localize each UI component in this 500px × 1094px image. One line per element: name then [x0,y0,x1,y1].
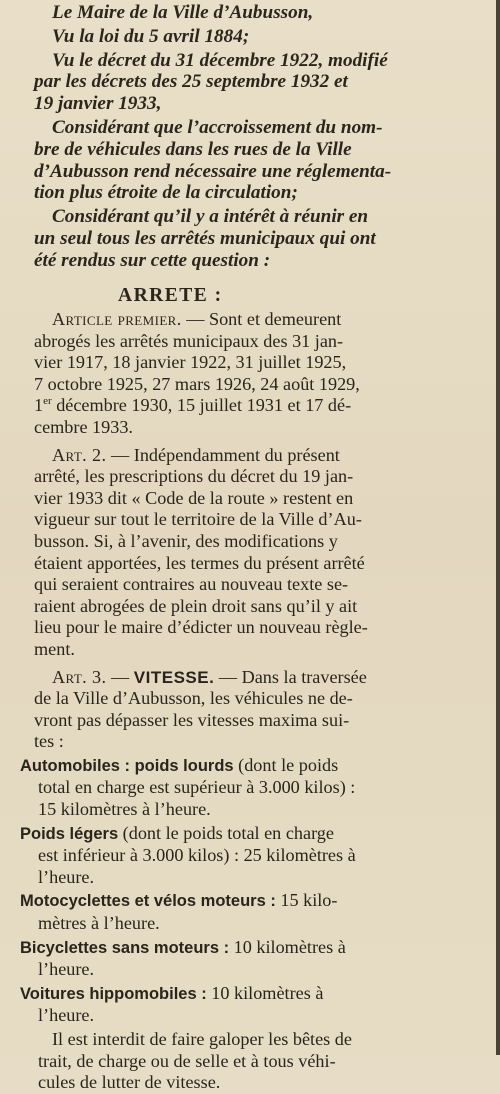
poids-legers-text-3: l’heure. [38,866,95,887]
bicyclettes-text-2: l’heure. [38,959,95,980]
article-2-line-9 [0,617,484,639]
article-2-line-4 [0,509,484,531]
hippomobiles-text-1: 10 kilomètres à [206,982,324,1003]
galop-line-1 [0,1029,484,1051]
article-2-line-1 [0,445,484,467]
article-3-text-3: vront pas dépasser les vitesses maxima sui- [34,709,350,730]
article-1-text-5b: décembre 1930, 15 juillet 1931 et 17 dé- [51,395,352,416]
preamble [0,2,496,272]
article-1-label: Article premier. [52,309,182,329]
preamble-loi-text: Vu la loi du 5 avril 1884; [52,25,250,47]
arrete-heading: ARRETE : [118,285,223,306]
galop-text-3: cules de lutter de vitesse. [38,1072,221,1093]
article-2-line-5 [0,531,484,553]
bicyclettes-line-1 [0,937,484,960]
article-2-text-5: busson. Si, à l’avenir, des modifications y [34,530,338,551]
motocyclettes-category: Motocyclettes et vélos moteurs : [20,892,276,911]
article-1-text-3: vier 1917, 18 janvier 1922, 31 juillet 1925, [34,352,347,373]
preamble-decret-line-2 [0,71,496,93]
automobiles-text-1: (dont le poids [233,754,339,775]
article-1-line-2 [0,331,484,353]
automobiles-category: Automobiles : poids lourds [20,756,234,775]
article-1-text-5a: 1 [34,395,44,416]
bicyclettes-text-1: 10 kilomètres à [229,936,346,957]
article-1-text-6: cembre 1933. [34,416,133,437]
preamble-decret-text-1: Vu le décret du 31 décembre 1922, modifié [52,49,388,71]
motocyclettes-line-1 [0,890,484,913]
preamble-considerant-2-text-1: Considérant qu’il y a intérêt à réunir en [52,206,369,228]
preamble-considerant-1-line-4 [0,182,496,204]
galop-text-1: Il est interdit de faire galoper les bêtes de [52,1029,352,1049]
preamble-considerant-1-line-1 [0,117,496,139]
preamble-considerant-2-text-2: un seul tous les arrêtés municipaux qui ont [34,227,376,249]
article-2-line-6 [0,553,484,575]
article-2-text-3: vier 1933 dit « Code de la route » restent en [34,487,354,508]
automobiles-line-1 [0,755,484,778]
article-2-text-7: qui seraient contraires au nouveau texte se- [34,574,349,595]
preamble-considerant-1-text-2: bre de véhicules dans les rues de la Ville [34,138,352,160]
poids-legers-line-1 [0,823,484,846]
article-3-text-1: — Dans la traversée [214,666,367,687]
article-1-line-6 [0,417,484,439]
automobiles-line-2 [0,777,484,799]
preamble-considerant-2-text-3: été rendus sur cette question : [34,249,271,271]
article-2-text-9: lieu pour le maire d’édicter un nouveau règle- [34,617,368,638]
galop-line-2 [0,1051,484,1073]
preamble-considerant-1-text-4: tion plus étroite de la circulation; [34,182,298,204]
article-2-line-10 [0,639,484,661]
hippomobiles-line-1 [0,983,484,1006]
preamble-considerant-1-line-3 [0,161,496,183]
motocyclettes-text-1: 15 kilo- [275,890,338,911]
preamble-decret-line-3 [0,93,496,115]
article-2-line-7 [0,574,484,596]
article-3-line-3 [0,710,484,732]
article-1-superscript: er [43,395,52,408]
bicyclettes-category: Bicyclettes sans moteurs : [20,938,230,957]
article-1-line-5 [0,395,484,417]
preamble-maire [0,2,496,24]
article-1-line-4 [0,374,484,396]
page-edge-divider [496,0,500,1055]
motocyclettes-text-2: mètres à l’heure. [38,913,160,934]
preamble-considerant-2-line-2 [0,228,496,250]
preamble-considerant-2-line-3 [0,250,496,272]
article-3-dash: — [106,666,134,687]
poids-legers-category: Poids légers [20,824,119,843]
article-1-text-1: — Sont et demeurent [181,309,342,329]
preamble-decret-line-1 [0,50,496,72]
preamble-considerant-2-line-1 [0,206,496,228]
preamble-loi [0,26,496,48]
hippomobiles-category: Voitures hippomobiles : [20,984,207,1003]
article-3-label: Art. 3. [52,666,107,687]
poids-legers-line-3 [0,867,484,889]
preamble-considerant-1-text-3: d’Aubusson rend nécessaire une réglementa- [34,160,392,182]
article-2-text-4: vigueur sur tout le territoire de la Ville d’Au- [34,509,362,530]
article-3-line-4 [0,731,484,753]
article-2-line-3 [0,488,484,510]
article-3-vitesse: VITESSE. [133,667,215,687]
article-2-text-2: arrêté, les prescriptions du décret du 19 jan- [34,466,354,487]
article-2-text-1: — Indépendamment du présent [106,444,340,465]
article-3-text-2: de la Ville d’Aubusson, les véhicules ne de- [34,688,353,709]
automobiles-line-3 [0,799,484,821]
article-2-text-10: ment. [34,638,75,659]
preamble-considerant-1-text-1: Considérant que l’accroissement du nom- [52,116,383,138]
automobiles-text-3: 15 kilomètres à l’heure. [38,799,211,820]
article-1-line-1 [0,309,484,331]
article-1-text-2: abrogés les arrêtés municipaux des 31 jan- [34,330,344,351]
poids-legers-text-1: (dont le poids total en charge [118,822,334,843]
hippomobiles-line-2 [0,1005,484,1027]
preamble-considerant-1-line-2 [0,139,496,161]
poids-legers-text-2: est inférieur à 3.000 kilos) : 25 kilomètres à [38,845,356,866]
galop-text-2: trait, de charge ou de selle et à tous véhi- [38,1050,336,1071]
preamble-maire-text: Le Maire de la Ville d’Aubusson, [52,2,314,23]
article-2-label: Art. 2. [52,444,107,465]
article-2-line-2 [0,466,484,488]
article-1-text-4: 7 octobre 1925, 27 mars 1926, 24 août 1929, [34,373,360,394]
automobiles-text-2: total en charge est supérieur à 3.000 kilos) : [38,777,356,798]
article-2-text-6: étaient apportées, les termes du présent arrêté [34,552,365,573]
articles [0,309,484,1094]
article-3-line-1 [0,667,484,689]
bicyclettes-line-2 [0,959,484,981]
preamble-decret-text-2: par les décrets des 25 septembre 1932 et [34,71,348,93]
poids-legers-line-2 [0,845,484,867]
article-3-text-4: tes : [34,731,64,752]
article-2-line-8 [0,596,484,618]
article-1-line-3 [0,352,484,374]
galop-line-3 [0,1072,484,1094]
hippomobiles-text-2: l’heure. [38,1005,95,1026]
preamble-decret-text-3: 19 janvier 1933, [34,93,162,115]
motocyclettes-line-2 [0,913,484,935]
article-3-line-2 [0,688,484,710]
article-2-text-8: raient abrogées de plein droit sans qu’il y ait [34,595,358,616]
